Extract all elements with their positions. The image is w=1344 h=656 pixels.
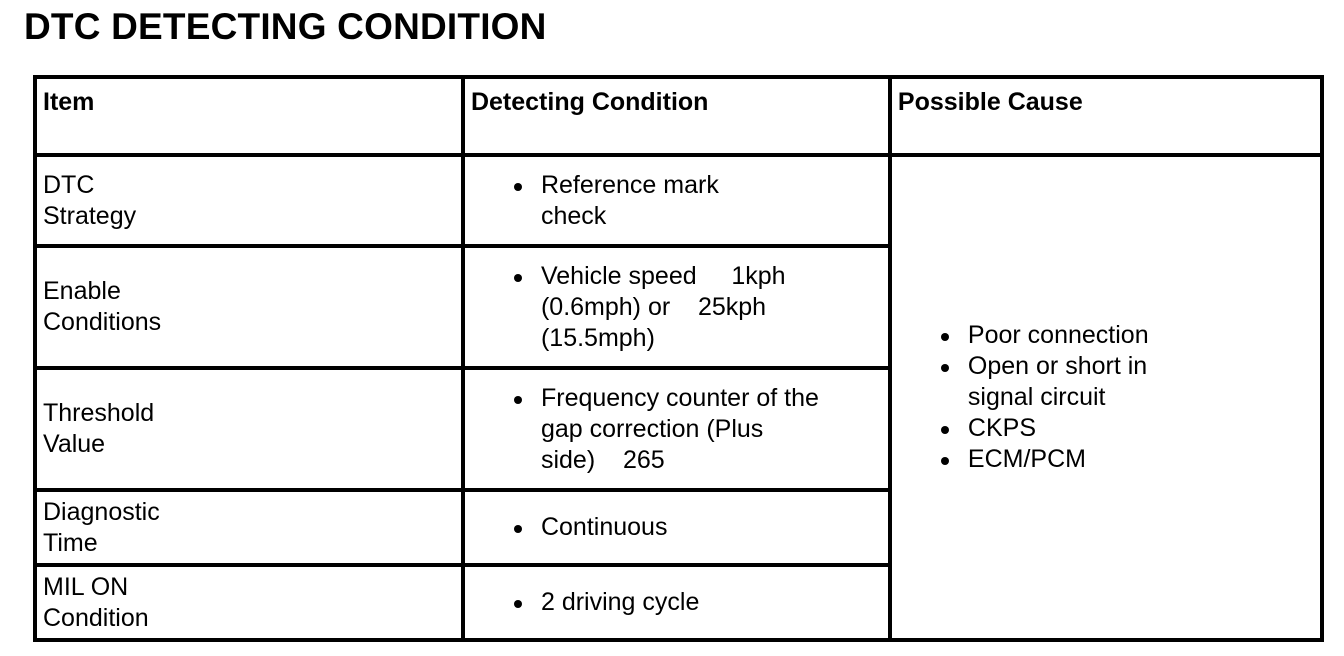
item-label: DTC Strategy <box>43 170 137 230</box>
table-row <box>35 155 1322 246</box>
condition-cell <box>463 565 890 640</box>
condition-bullet: Reference mark check <box>541 170 751 232</box>
condition-bullet: 2 driving cycle <box>541 587 841 618</box>
page-title: DTC DETECTING CONDITION <box>24 6 547 47</box>
item-label: Threshold Value <box>43 399 155 458</box>
condition-bullet: Vehicle speed 1kph (0.6mph) or 25kph (15.5mph) <box>541 261 841 354</box>
item-label: MIL ON Condition <box>43 572 149 632</box>
item-cell <box>35 368 463 490</box>
cause-bullet: Poor connection <box>968 320 1228 351</box>
condition-cell <box>463 155 890 246</box>
condition-cell <box>463 368 890 490</box>
dtc-condition-table <box>33 75 1324 642</box>
condition-bullet: Frequency counter of the gap correction (Plus side) 265 <box>540 383 826 474</box>
item-cell <box>35 155 463 246</box>
item-cell <box>35 490 463 565</box>
header-detecting-condition: Detecting Condition <box>463 77 890 155</box>
possible-cause-cell <box>890 155 1322 640</box>
condition-bullet: Continuous <box>541 512 841 543</box>
cause-bullet: CKPS <box>968 413 1208 444</box>
condition-cell <box>463 246 890 368</box>
item-cell <box>35 246 463 368</box>
item-label: Diagnostic Time <box>43 497 160 557</box>
header-possible-cause: Possible Cause <box>890 77 1322 155</box>
table-header-row <box>35 77 1322 155</box>
item-cell <box>35 565 463 640</box>
item-label: Enable Conditions <box>43 277 162 336</box>
condition-cell <box>463 490 890 565</box>
header-item: Item <box>35 77 463 155</box>
cause-bullet: Open or short in signal circuit <box>968 351 1208 413</box>
cause-bullet: ECM/PCM <box>968 444 1208 475</box>
